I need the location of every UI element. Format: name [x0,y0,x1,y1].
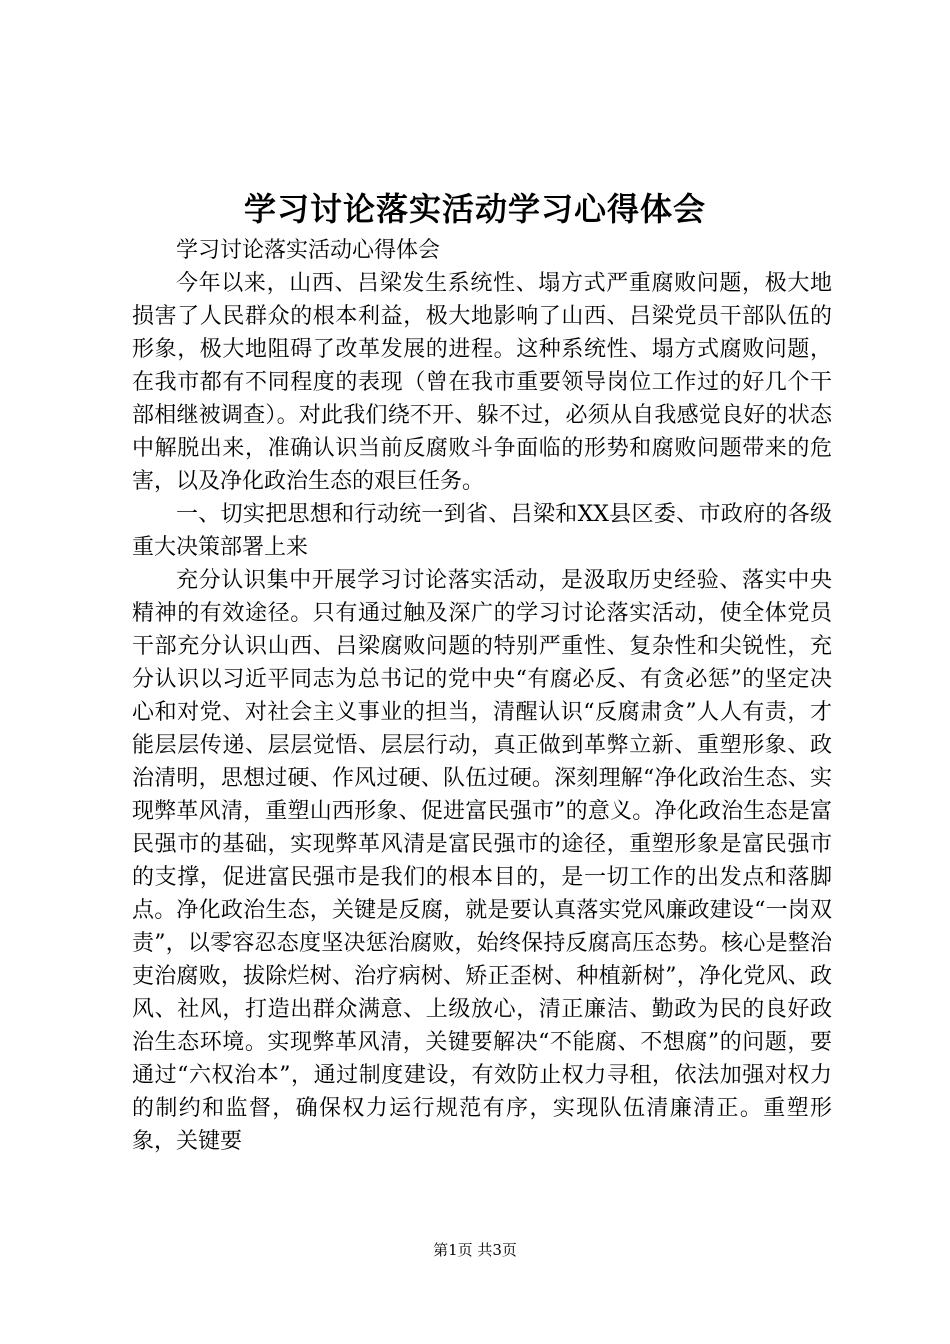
intro-paragraph: 今年以来，山西、吕梁发生系统性、塌方式严重腐败问题，极大地损害了人民群众的根本利益，极大地影响了山西、吕梁党员干部队伍的形象，极大地阻碍了改革发展的进程。这种系统性、塌方式腐败问题，在我市都有不同程度的表现（曾在我市重要领导岗位工作过的好几个干部相继被调查）。对此我们绕不开、躲不过，必须从自我感觉良好的状态中解脱出来，准确认识当前反腐败斗争面临的形势和腐败问题带来的危害，以及净化政治生态的艰巨任务。 [132,271,832,494]
page-footer: 第1页 共3页 [433,1241,517,1259]
body-paragraph: 充分认识集中开展学习讨论落实活动，是汲取历史经验、落实中央精神的有效途径。只有通过触及深广的学习讨论落实活动，使全体党员干部充分认识山西、吕梁腐败问题的特别严重性、复杂性和尖锐性，充分认识以习近平同志为总书记的党中央“有腐必反、有贪必惩”的坚定决心和对党、对社会主义事业的担当，清醒认识“反腐肃贪”人人有责，才能层层传递、层层觉悟、层层行动，真正做到革弊立新、重塑形象、政治清明，思想过硬、作风过硬、队伍过硬。深刻理解“净化政治生态、实现弊革风清，重塑山西形象、促进富民强市”的意义。净化政治生态是富民强市的基础，实现弊革风清是富民强市的途径，重塑形象是富民强市的支撑，促进富民强市是我们的根本目的，是一切工作的出发点和落脚点。净化政治生态，关键是反腐，就是要认真落实党风廉政建设“一岗双责”，以零容忍态度坚决惩治腐败，始终保持反腐高压态势。核心是整治吏治腐败，拔除烂树、治疗病树、矫正歪树、种植新树”，净化党风、政风、社风，打造出群众满意、上级放心，清正廉洁、勤政为民的良好政治生态环境。实现弊革风清，关键要解决“不能腐、不想腐”的问题，要通过“六权治本”，通过制度建设，有效防止权力寻租，依法加强对权力的制约和监督，确保权力运行规范有序，实现队伍清廉清正。重塑形象，关键要 [132,568,832,1154]
section-heading-paragraph: 一、切实把思想和行动统一到省、吕梁和XX县区委、市政府的各级重大决策部署上来 [132,502,832,560]
subtitle-paragraph: 学习讨论落实活动心得体会 [176,238,441,263]
document-body [132,234,832,1158]
document-title: 学习讨论落实活动学习心得体会 [243,190,706,228]
